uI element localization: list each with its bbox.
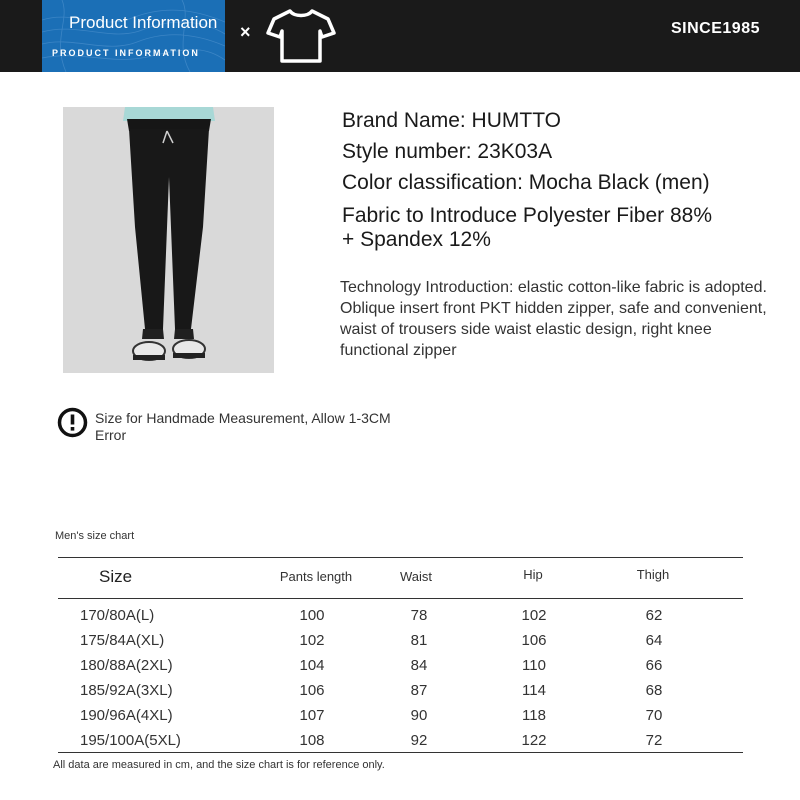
measurement-cell: 62 xyxy=(645,607,663,624)
fabric-line-1: Fabric to Introduce Polyester Fiber 88% xyxy=(342,204,713,227)
measurement-note xyxy=(95,410,455,444)
measurement-cell: 102 xyxy=(299,632,325,649)
product-information-badge xyxy=(42,0,225,72)
measurement-cell: 84 xyxy=(410,657,428,674)
measurement-cell: 110 xyxy=(522,657,546,674)
measurement-cell: 90 xyxy=(410,707,428,724)
measurement-cell: 100 xyxy=(299,607,325,624)
measurement-cell: 118 xyxy=(522,707,546,724)
measurement-cell: 114 xyxy=(522,682,546,699)
size-cell: 195/100A(5XL) xyxy=(80,732,181,749)
pants-illustration xyxy=(63,107,274,373)
measurement-cell: 107 xyxy=(299,707,325,724)
size-cell: 180/88A(2XL) xyxy=(80,657,173,674)
size-chart-footnote: All data are measured in cm, and the size chart is for reference only. xyxy=(53,759,385,771)
measurement-cell: 92 xyxy=(410,732,428,749)
measurement-cell: 108 xyxy=(299,732,325,749)
header-pants-length: Pants length xyxy=(279,569,353,584)
measurement-cell: 78 xyxy=(410,607,428,624)
measurement-cell: 106 xyxy=(521,632,547,649)
header-bar xyxy=(0,0,800,72)
color-classification: Color classification: Mocha Black (men) xyxy=(342,171,710,194)
header-thigh: Thigh xyxy=(636,567,670,582)
measurement-cell: 87 xyxy=(410,682,428,699)
size-cell: 190/96A(4XL) xyxy=(80,707,173,724)
table-top-rule xyxy=(58,557,743,558)
measurement-cell: 72 xyxy=(645,732,663,749)
size-chart-caption: Men's size chart xyxy=(55,530,135,542)
exclamation-circle-icon xyxy=(57,407,88,438)
measurement-cell: 64 xyxy=(645,632,663,649)
measurement-cell: 70 xyxy=(645,707,663,724)
note-line-1: Size for Handmade Measurement, Allow 1-3CM xyxy=(95,410,391,426)
tshirt-icon xyxy=(266,7,336,65)
product-specs xyxy=(342,105,782,252)
table-bottom-rule xyxy=(58,752,743,753)
contour-pattern xyxy=(42,0,225,72)
product-photo xyxy=(63,107,274,373)
technology-introduction: Technology Introduction: elastic cotton-like fabric is adopted. Oblique insert front PKT hidden zipper, safe and convenient, waist of trousers side waist elastic design, right knee functional zipper xyxy=(340,279,767,359)
size-cell: 170/80A(L) xyxy=(80,607,155,624)
measurement-cell: 66 xyxy=(645,657,663,674)
size-cell: 175/84A(XL) xyxy=(80,632,165,649)
badge-title: Product Information xyxy=(69,13,218,32)
size-cell: 185/92A(3XL) xyxy=(80,682,173,699)
measurement-cell: 104 xyxy=(299,657,325,674)
header-hip: Hip xyxy=(523,567,543,582)
measurement-cell: 68 xyxy=(645,682,663,699)
table-header-rule xyxy=(58,598,743,599)
fabric-line-2: + Spandex 12% xyxy=(342,228,491,251)
brand-name: Brand Name: HUMTTO xyxy=(342,109,561,132)
header-size: Size xyxy=(99,567,133,586)
style-number: Style number: 23K03A xyxy=(342,140,553,163)
header-waist: Waist xyxy=(399,569,433,584)
note-line-2: Error xyxy=(95,427,127,443)
measurement-cell: 81 xyxy=(410,632,428,649)
since-1985-tag: SINCE1985 xyxy=(671,20,760,37)
badge-subtitle: PRODUCT INFORMATION xyxy=(52,48,200,58)
measurement-cell: 106 xyxy=(299,682,325,699)
measurement-cell: 102 xyxy=(521,607,547,624)
times-symbol: × xyxy=(240,22,251,42)
measurement-cell: 122 xyxy=(521,732,547,749)
